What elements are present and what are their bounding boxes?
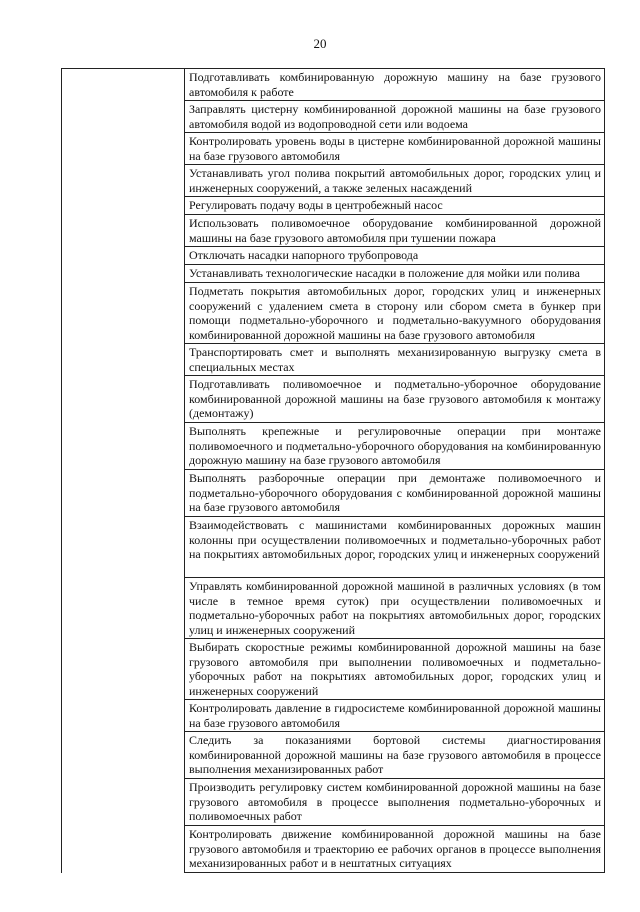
table-row: Устанавливать технологические насадки в положение для мойки или полива [185,265,604,283]
table-row: Взаимодействовать с машинистами комбинированных дорожных машин колонны при осуществлении поливомоечных и подметально-уборочных работ на покрытиях автомобильных дорог, городских улиц и инженерных сооружений [185,517,604,578]
table-row: Контролировать движение комбинированной дорожной машины на базе грузового автомобиля и траекторию ее рабочих органов в процессе выполнения механизированных работ и в нештатных ситуациях [185,826,604,873]
table-row: Следить за показаниями бортовой системы диагностирования комбинированной дорожной машины на базе грузового автомобиля в процессе выполнения механизированных работ [185,732,604,779]
table-row: Подготавливать поливомоечное и подметально-уборочное оборудование комбинированной дорожной машины на базе грузового автомобиля к монтажу (демонтажу) [185,376,604,423]
skills-table [61,68,605,873]
table-row: Подготавливать комбинированную дорожную машину на базе грузового автомобиля к работе [185,69,604,101]
table-row: Заправлять цистерну комбинированной дорожной машины на базе грузового автомобиля водой из водопроводной сети или водоема [185,101,604,133]
page-number: 20 [313,36,327,51]
table-row: Устанавливать угол полива покрытий автомобильных дорог, городских улиц и инженерных сооружений, а также зеленых насаждений [185,165,604,197]
table-content-column [185,69,604,873]
table-row: Управлять комбинированной дорожной машиной в различных условиях (в том числе в темное время суток) при осуществлении поливомоечных и подметально-уборочных работ на покрытиях автомобильных дорог, городских улиц и инженерных сооружений [185,578,604,639]
table-row: Регулировать подачу воды в центробежный насос [185,197,604,215]
table-label-column [62,69,185,873]
table-row: Выполнять разборочные операции при демонтаже поливомоечного и подметально-уборочного оборудования с комбинированной дорожной машины на базе грузового автомобиля [185,470,604,517]
table-row: Выполнять крепежные и регулировочные операции при монтаже поливомоечного и подметально-уборочного оборудования на комбинированную дорожную машину на базе грузового автомобиля [185,423,604,470]
table-row: Выбирать скоростные режимы комбинированной дорожной машины на базе грузового автомобиля при выполнении поливомоечных и подметально-уборочных работ на покрытиях автомобильных дорог, городских улиц и инженерных сооружений [185,639,604,700]
table-row: Подметать покрытия автомобильных дорог, городских улиц и инженерных сооружений с удалением смета в сторону или сбором смета в бункер при помощи подметально-уборочного и подметально-вакуумного оборудования комбинированной дорожной машины на базе грузового автомобиля [185,283,604,344]
table-row: Контролировать уровень воды в цистерне комбинированной дорожной машины на базе грузового автомобиля [185,133,604,165]
table-row: Транспортировать смет и выполнять механизированную выгрузку смета в специальных местах [185,344,604,376]
table-row: Использовать поливомоечное оборудование комбинированной дорожной машины на базе грузового автомобиля при тушении пожара [185,215,604,247]
table-row: Контролировать давление в гидросистеме комбинированной дорожной машины на базе грузового автомобиля [185,700,604,732]
table-row: Производить регулировку систем комбинированной дорожной машины на базе грузового автомобиля в процессе выполнения подметально-уборочных и поливомоечных работ [185,779,604,826]
table-row: Отключать насадки напорного трубопровода [185,247,604,265]
